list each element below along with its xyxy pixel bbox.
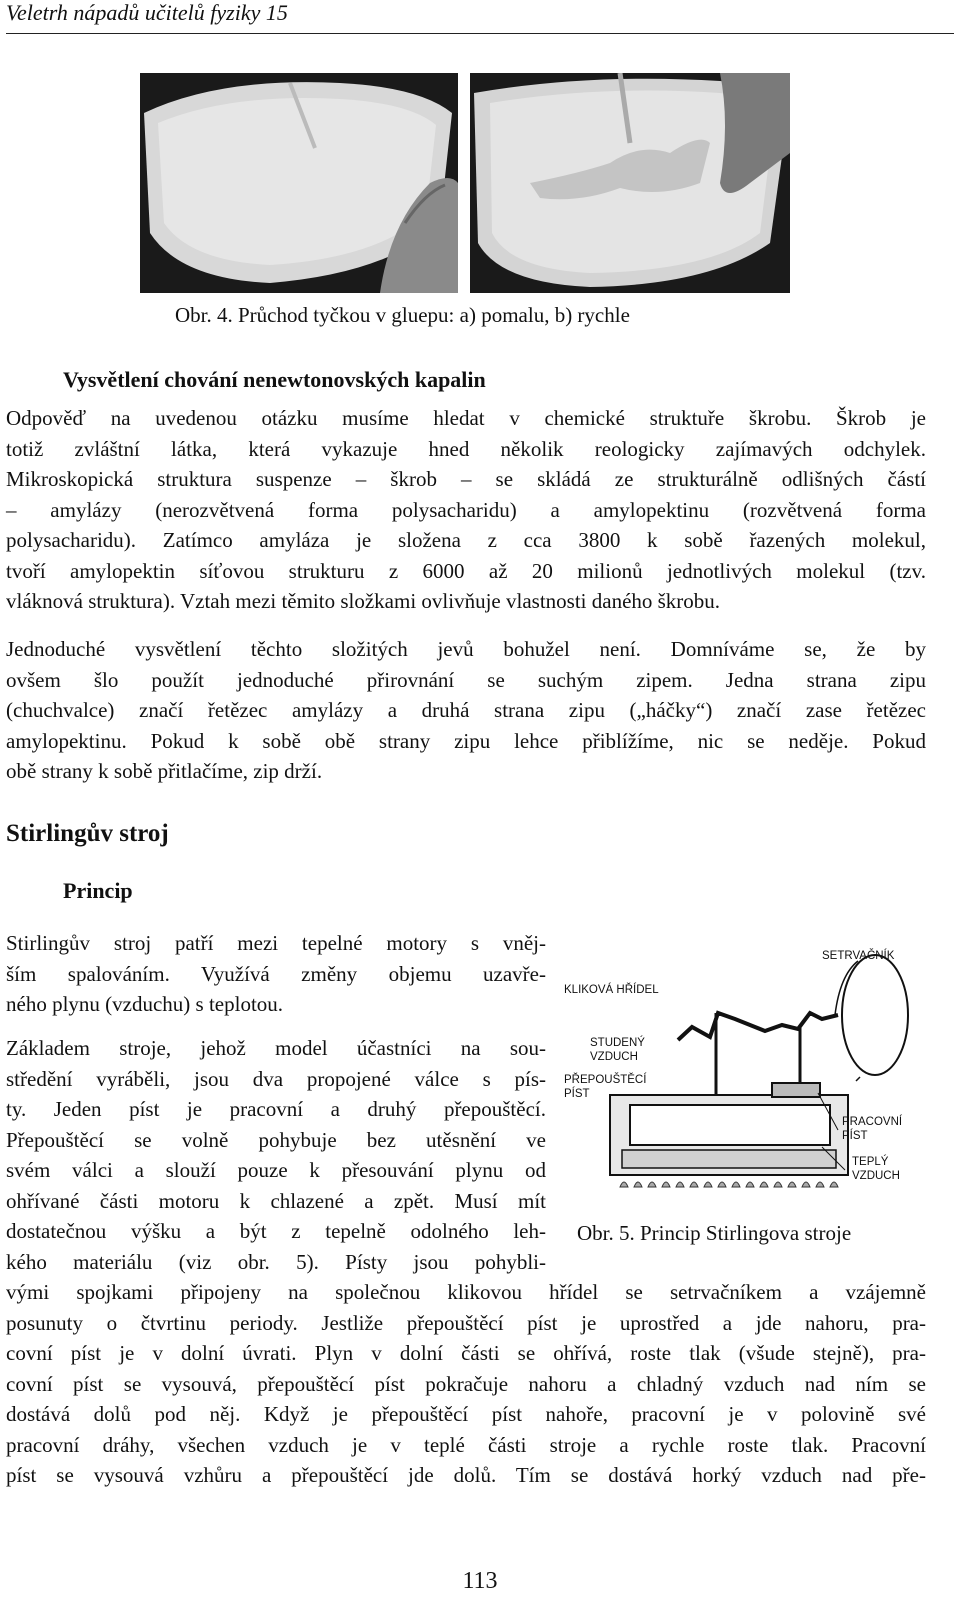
subsection-heading-principle: Princip <box>63 878 133 903</box>
paragraph-stirling-pistons <box>6 1033 546 1277</box>
text-line: dostatečnou výšku a být z tepelně odolného leh- <box>6 1219 546 1243</box>
text-line: ného plynu (vzduchu) s teplotou. <box>6 992 284 1016</box>
text-line: obě strany k sobě přitlačíme, zip drží. <box>6 759 323 783</box>
header-title: Veletrh nápadů učitelů fyziky 15 <box>6 0 288 25</box>
text-line: Stirlingův stroj patří mezi tepelné motory s vněj- <box>6 931 546 955</box>
figure-5-caption: Obr. 5. Princip Stirlingova stroje <box>577 1221 852 1245</box>
text-line: ohřívané části motoru k chlazené a zpět. Musí mít <box>6 1188 546 1213</box>
text-line: (chuchvalce) značí řetězec amylázy a druhá strana zipu („háčky“) značí zase řetězec <box>6 698 926 722</box>
text-line: píst se vysouvá vzhůru a přepouštěcí jde dolů. Tím se dostává horký vzduch nad pře- <box>6 1463 926 1487</box>
text-line: dostává dolů pod něj. Když je přepouštěcí píst nahoře, pracovní je v polovině své <box>6 1402 926 1426</box>
section-heading-non-newtonian: Vysvětlení chování nenewtonovských kapalin <box>63 367 486 392</box>
label-cold-air-1: STUDENÝ <box>590 1037 645 1049</box>
text-line: Základem stroje, jehož model účastníci na sou- <box>6 1036 546 1060</box>
crankshaft-shape <box>678 1013 838 1040</box>
paragraph-velcro-analogy <box>6 634 926 787</box>
text-line: Přepouštěcí se volně pohybuje bez utěsnění ve <box>6 1127 546 1152</box>
displacer-piston-shape <box>630 1105 830 1145</box>
text-line: vými spojkami připojeny na společnou klikovou hřídel se setrvačníkem a vzájemně <box>6 1280 926 1304</box>
text-line: Odpověď na uvedenou otázku musíme hledat v chemické struktuře škrobu. Škrob je <box>6 406 926 430</box>
paragraph-starch-structure <box>6 403 926 617</box>
text-line: pracovní dráhy, všechen vzduch je v teplé části stroje a rychle roste tlak. Pracovní <box>6 1432 926 1457</box>
label-working-1: PRACOVNÍ <box>842 1116 903 1128</box>
heat-source-row <box>620 1182 838 1187</box>
figure-4a-photo <box>140 73 458 293</box>
text-line: kého materiálu (viz obr. 5). Písty jsou pohybli- <box>6 1249 546 1274</box>
text-line: posunuty o čtvrtinu periody. Jestliže přepouštěcí píst je uprostřed a jde nahoru, pra- <box>6 1310 926 1335</box>
flywheel-shape <box>842 955 908 1075</box>
text-line: ším spalováním. Využívá změny objemu uzavře- <box>6 961 546 986</box>
text-line: polysacharidu). Zatímco amyláza je složena z cca 3800 k sobě řazených molekul, <box>6 528 926 552</box>
label-warm-2: VZDUCH <box>852 1170 900 1182</box>
text-line: Mikroskopická struktura suspenze – škrob – se skládá ze strukturálně odlišných částí <box>6 467 926 491</box>
text-line: tvoří amylopektin síťovou strukturu z 6000 až 20 milionů jednotlivých molekul (tzv. <box>6 558 926 583</box>
figure-4-caption: Obr. 4. Průchod tyčkou v gluepu: a) pomalu, b) rychle <box>175 303 630 327</box>
label-displacer-2: PÍST <box>564 1088 590 1100</box>
text-line: Jednoduché vysvětlení těchto složitých jevů bohužel není. Domníváme se, že by <box>6 637 926 661</box>
text-line: vláknová struktura). Vztah mezi těmito složkami ovlivňuje vlastnosti daného škrobu. <box>6 589 721 613</box>
section-heading-stirling: Stirlingův stroj <box>6 820 169 847</box>
running-header <box>6 0 954 34</box>
label-displacer-1: PŘEPOUŠTĚCÍ <box>564 1074 647 1086</box>
label-warm-1: TEPLÝ <box>852 1156 889 1168</box>
text-line: ovšem šlo použít jednoduché přirovnání se suchým zipem. Jedna strana zipu <box>6 667 926 692</box>
label-flywheel: SETRVAČNÍK <box>822 950 895 962</box>
text-line: totiž zvláštní látka, která vykazuje hned několik reologicky zajímavých odchylek. <box>6 436 926 461</box>
label-crankshaft: KLIKOVÁ HŘÍDEL <box>564 984 659 996</box>
paragraph-stirling-intro <box>6 928 546 1020</box>
text-line: amylopektinu. Pokud k sobě obě strany zipu lehce přiblížíme, nic se neděje. Pokud <box>6 728 926 753</box>
text-line: středění vyráběli, jsou dva propojené válce s pís- <box>6 1066 546 1091</box>
label-cold-air-2: VZDUCH <box>590 1051 638 1063</box>
text-line: ty. Jeden píst je pracovní a druhý přepouštěcí. <box>6 1097 546 1121</box>
paragraph-stirling-cycle <box>6 1277 926 1491</box>
label-working-2: PÍST <box>842 1130 868 1142</box>
page-number: 113 <box>462 1568 498 1594</box>
text-line: – amylázy (nerozvětvená forma polysacharidu) a amylopektinu (rozvětvená forma <box>6 497 926 522</box>
figure-5-stirling-diagram <box>560 935 940 1205</box>
figure-4b-photo <box>470 73 790 293</box>
text-line: covní píst je v dolní úvrati. Plyn v dolní části se ohřívá, roste tlak (všude stejně), pra- <box>6 1341 926 1365</box>
text-line: covní píst se vysouvá, přepouštěcí píst pokračuje nahoru a chladný vzduch nad ním se <box>6 1371 926 1396</box>
text-line: svém válci a slouží pouze k přesouvání plynu od <box>6 1158 546 1182</box>
